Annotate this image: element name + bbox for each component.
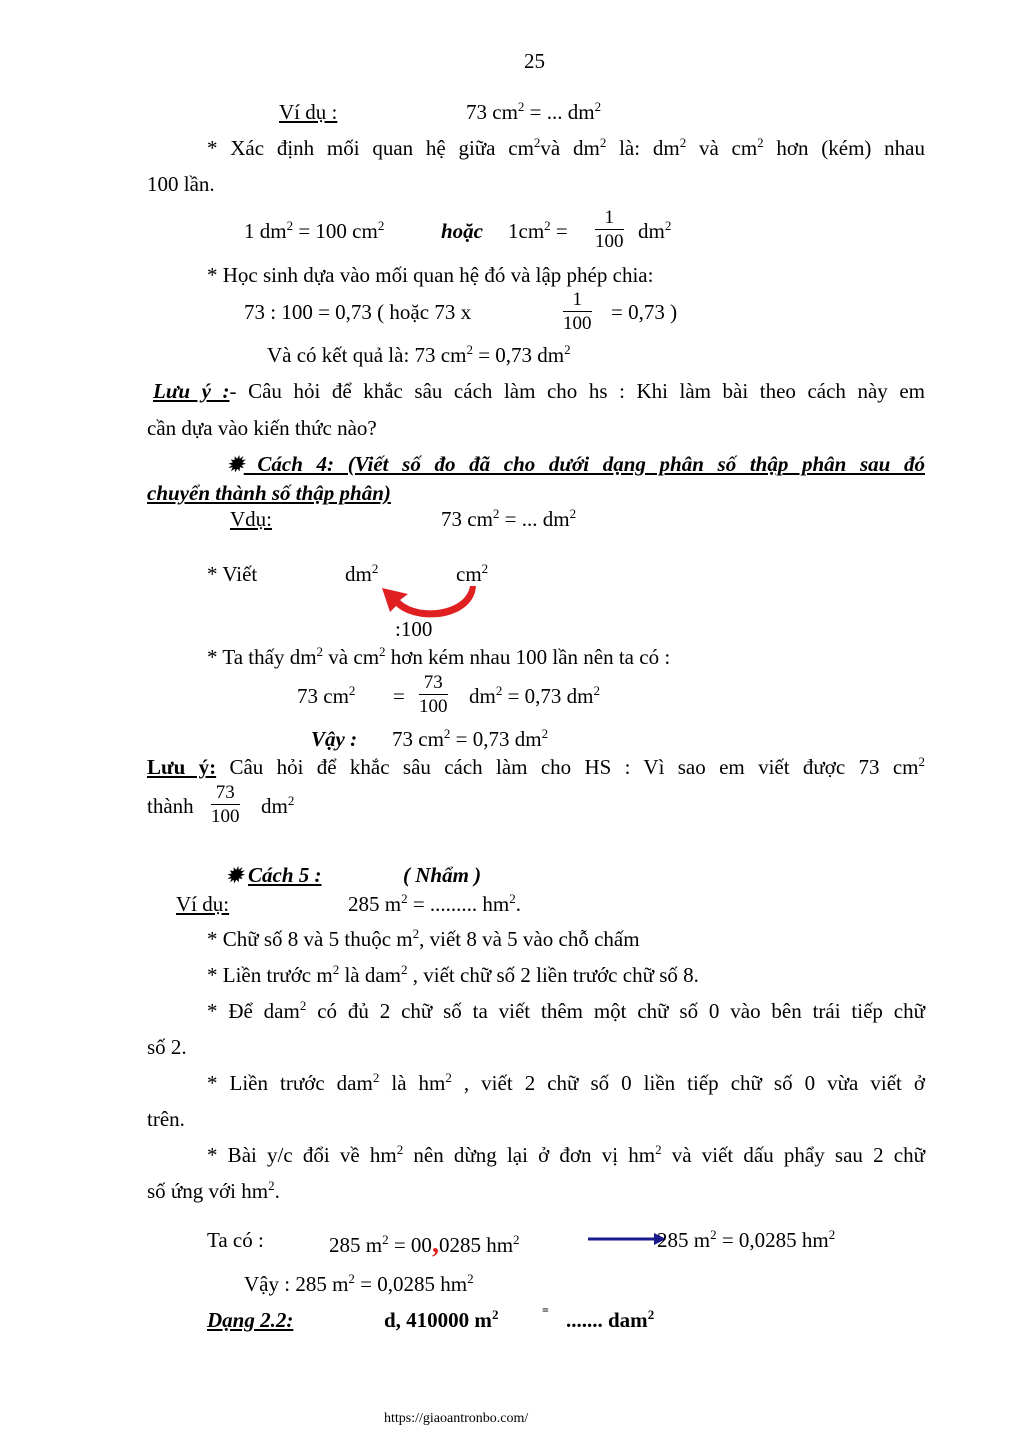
step-5-line-2: số ứng với $hm^2$. xyxy=(147,1178,280,1203)
conversion-right: $dm^2 = 0,73$ $dm^2$ xyxy=(469,683,601,708)
page-number: 25 xyxy=(524,49,545,73)
example-3-label: Ví dụ: xyxy=(176,892,230,916)
note-1-line-1: Lưu ý :- Câu hỏi để khắc sâu cách làm cho hs : Khi làm bài theo cách này em xyxy=(153,379,926,403)
example-expression: 73 $cm^2$ = ... $dm^2$ xyxy=(466,99,602,124)
method-5-heading: ✹ Cách 5 : xyxy=(226,863,322,887)
therefore-label: Vậy : xyxy=(311,727,358,751)
step-2: * Liền trước $m^2$ là dam$^2$ , viết chữ số 2 liền trước chữ số 8. xyxy=(207,962,699,987)
division-expression: 73 : 100 = 0,73 ( hoặc 73 x xyxy=(244,300,472,324)
flower-bullet-icon: ✹ xyxy=(226,865,243,887)
note-2-line-1: Lưu ý: Câu hỏi để khắc sâu cách làm cho HS : Vì sao em viết được 73 $cm^2$ xyxy=(147,754,926,779)
red-comma: , xyxy=(431,1228,439,1259)
dang-2-2-equals: = xyxy=(542,1303,549,1317)
dang-2-2-target: ....... dam$^2$ xyxy=(566,1307,655,1332)
taco-label: Ta có : xyxy=(207,1228,264,1252)
divide-by-100: :100 xyxy=(395,617,433,641)
conclusion-line: Vậy : 285 $m^2 = 0,0285$ $hm^2$ xyxy=(244,1271,474,1296)
step-1: * Chữ số 8 và 5 thuộc $m^2$, viết 8 và 5 vào chỗ chấm xyxy=(207,926,640,951)
relation-line-2: 100 lần. xyxy=(147,172,215,196)
relation-formula-right: $1cm^2$ = xyxy=(508,218,568,243)
instruction-line: * Học sinh dựa vào mối quan hệ đó và lập phép chia: xyxy=(207,263,654,287)
fraction-73-100-b: $\frac{73}{100}$ xyxy=(211,782,240,827)
unit-dm2: $dm^2$ xyxy=(345,561,379,586)
therefore-expression: 73 $cm^2 = 0,73$ $dm^2$ xyxy=(392,726,549,751)
unit-cm2: $cm^2$ xyxy=(456,561,489,586)
division-result: = 0,73 ) xyxy=(611,300,678,324)
step-5-line-1: * Bài y/c đổi về $hm^2$ nên dừng lại ở đơn vị $hm^2$ và viết dấu phẩy sau 2 chữ xyxy=(207,1142,925,1167)
example-label: Ví dụ : xyxy=(279,100,338,124)
example-2-label: Vdụ: xyxy=(230,507,272,531)
example-2-expression: 73 $cm^2$ = ... $dm^2$ xyxy=(441,506,577,531)
note-2-thanh: thành xyxy=(147,794,194,818)
relation-line-1: * Xác định mối quan hệ giữa $cm^2và$ $dm^2$ là: $dm^2$ và $cm^2$ hơn (kém) nhau xyxy=(207,135,925,160)
conversion-left: 73 $cm^2$ xyxy=(297,683,356,708)
result-line: Và có kết quả là: 73 $cm^2 = 0,73$ $dm^2$ xyxy=(267,342,571,367)
taco-expression-right: 285 $m^2 = 0,0285$ $hm^2$ xyxy=(657,1227,836,1252)
method-4-heading: ✹ Cách 4: (Viết số đo đã cho dưới dạng phân số thập phân sau đó xyxy=(227,452,925,476)
note-1-line-2: cần dựa vào kiến thức nào? xyxy=(147,416,377,440)
step-3-line-1: * Để dam$^2$ có đủ 2 chữ số ta viết thêm một chữ số 0 vào bên trái tiếp chữ xyxy=(207,998,925,1023)
dang-2-2-expression: d, 410000 $m^2$ xyxy=(384,1307,499,1332)
observation-line: * Ta thấy $dm^2$ và $cm^2$ hơn kém nhau 100 lần nên ta có : xyxy=(207,644,671,669)
conversion-equals: = xyxy=(393,684,405,708)
step-4-line-1: * Liền trước dam$^2$ là $hm^2$ , viết 2 chữ số 0 liền tiếp chữ số 0 vừa viết ở xyxy=(207,1070,925,1095)
method-5-nham: ( Nhẩm ) xyxy=(403,863,482,887)
fraction-1-100-b: $\frac{1}{100}$ xyxy=(563,289,592,334)
fraction-73-100: $\frac{73}{100}$ xyxy=(419,672,448,717)
arrow-right-icon xyxy=(588,1231,668,1247)
note-2-unit: $dm^2$ xyxy=(261,793,295,818)
footer-url[interactable]: https://giaoantronbo.com/ xyxy=(384,1411,529,1426)
dang-2-2-label: Dạng 2.2: xyxy=(207,1308,294,1332)
write-label: * Viết xyxy=(207,562,258,586)
flower-bullet-icon: ✹ xyxy=(227,454,244,476)
example-3-expression: 285 $m^2$ = ......... $hm^2$. xyxy=(348,891,522,916)
hoac-label: hoặc xyxy=(441,219,483,243)
relation-formula-left: 1 $dm^2 = 100$ $cm^2$ xyxy=(244,218,385,243)
fraction-1-100: $\frac{1}{100}$ xyxy=(595,207,624,252)
taco-expression-left: 285 $m^2 = 00,0285$ $hm^2$ xyxy=(329,1228,520,1259)
curved-arrow-icon xyxy=(378,582,478,622)
method-4-heading-2: chuyển thành số thập phân) xyxy=(147,481,391,505)
step-3-line-2: số 2. xyxy=(147,1035,187,1059)
step-4-line-2: trên. xyxy=(147,1107,185,1131)
relation-unit: $dm^2$ xyxy=(638,218,672,243)
